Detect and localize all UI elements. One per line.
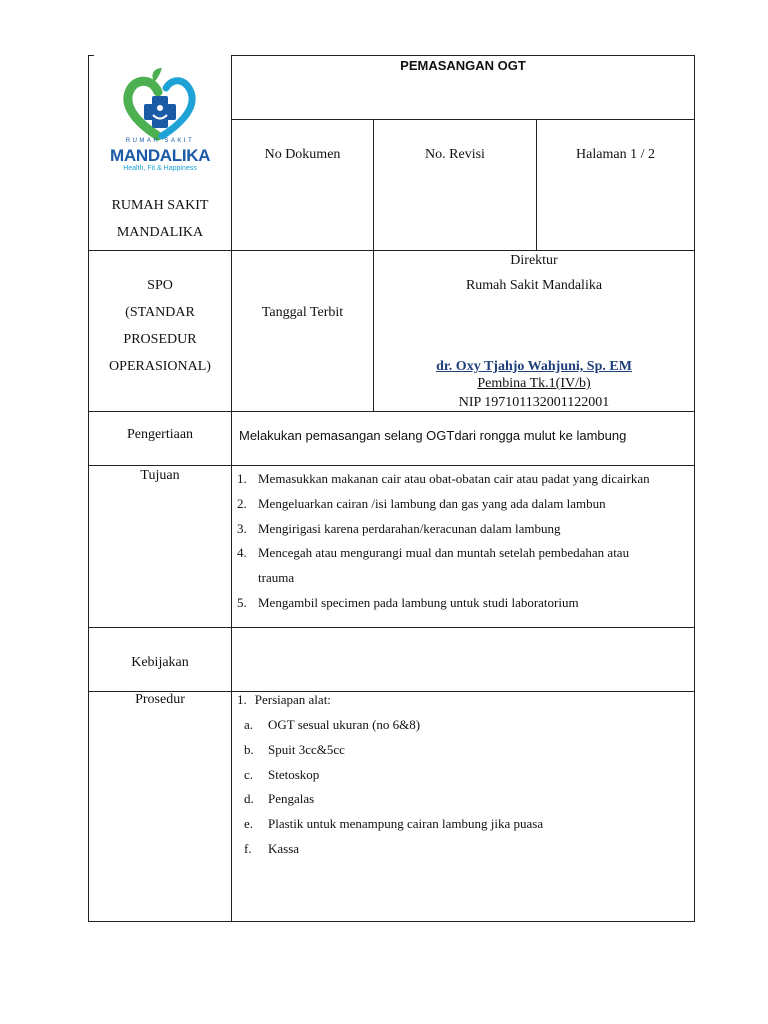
pengertian-text: Melakukan pemasangan selang OGTdari rongga mulut ke lambung [239, 428, 627, 443]
list-number: c. [244, 766, 254, 782]
table-line [88, 411, 695, 412]
list-number: d. [244, 791, 254, 807]
logo-brand: MANDALIKA [110, 146, 211, 165]
list-item [237, 541, 689, 566]
list-item [237, 591, 689, 616]
halaman-label: Halaman 1 / 2 [576, 147, 655, 162]
list-text: Spuit 3cc&5cc [268, 741, 345, 757]
table-line [231, 55, 232, 922]
direktur-nip: NIP 197101132001122001 [458, 395, 610, 410]
direktur-title: Direktur [510, 253, 558, 268]
list-number: 5. [237, 594, 247, 610]
list-item [237, 467, 689, 492]
prosedur-list [244, 713, 684, 862]
list-item [237, 566, 689, 591]
pengertian-label: Pengertiaan [126, 427, 194, 442]
list-text: Mengirigasi karena perdarahan/keracunan dalam lambung [258, 520, 561, 536]
list-item [237, 517, 689, 542]
hospital-name-line1: RUMAH SAKIT [111, 198, 209, 213]
list-item [244, 812, 684, 837]
spo-line1: SPO [147, 278, 173, 293]
list-item [244, 787, 684, 812]
spo-line2: (STANDAR [125, 305, 195, 320]
prosedur-heading [237, 692, 331, 708]
table-line [88, 627, 695, 628]
list-number: f. [244, 840, 252, 856]
list-text: Stetoskop [268, 766, 320, 782]
prosedur-heading-text: Persiapan alat: [254, 692, 331, 707]
list-text: Mengambil specimen pada lambung untuk studi laboratorium [258, 594, 579, 610]
list-number: 3. [237, 520, 247, 536]
direktur-name: dr. Oxy Tjahjo Wahjuni, Sp. EM [436, 359, 632, 374]
table-line [694, 55, 695, 922]
table-line [231, 119, 695, 120]
list-text: trauma [258, 570, 295, 586]
list-number: 1. [237, 471, 247, 486]
table-line [88, 55, 89, 922]
list-item [244, 837, 684, 862]
table-line [88, 465, 695, 466]
tujuan-label: Tujuan [140, 468, 180, 483]
list-number: 2. [237, 495, 247, 511]
list-text: Memasukkan makanan cair atau obat-obatan cair atau padat yang dicairkan [258, 471, 650, 486]
spo-line3: PROSEDUR [123, 332, 197, 347]
hospital-name-line2: MANDALIKA [116, 225, 204, 240]
hospital-logo [110, 66, 210, 178]
table-line [88, 250, 695, 251]
list-number: 1. [237, 692, 247, 707]
list-item [237, 492, 689, 517]
list-item [244, 763, 684, 788]
logo-tagline: Health, Fit & Happiness [123, 165, 197, 172]
list-text: OGT sesual ukuran (no 6&8) [268, 717, 421, 732]
no-revisi-label: No. Revisi [425, 147, 485, 162]
prosedur-label: Prosedur [135, 692, 185, 707]
heart-cross-logo-icon [110, 66, 210, 142]
list-text: Mencegah atau mengurangi mual dan muntah setelah pembedahan atau [258, 545, 630, 561]
tanggal-terbit-label: Tanggal Terbit [261, 305, 344, 320]
list-number: e. [244, 816, 254, 832]
list-number: b. [244, 741, 254, 757]
list-text: Plastik untuk menampung cairan lambung jika puasa [268, 816, 544, 832]
table-line [88, 921, 695, 922]
direktur-org: Rumah Sakit Mandalika [465, 278, 603, 293]
spo-line4: OPERASIONAL) [109, 359, 211, 374]
list-number: 4. [237, 545, 247, 561]
list-text: Pengalas [268, 791, 315, 807]
list-number: a. [244, 717, 254, 732]
document-title: PEMASANGAN OGT [400, 58, 526, 73]
logo-top-text: RUMAH SAKIT [125, 138, 195, 144]
tujuan-list [237, 467, 689, 616]
kebijakan-label: Kebijakan [131, 655, 189, 670]
direktur-rank: Pembina Tk.1(IV/b) [477, 376, 591, 391]
no-dokumen-label: No Dokumen [264, 147, 341, 162]
list-item [244, 738, 684, 763]
list-text: Mengeluarkan cairan /isi lambung dan gas yang ada dalam lambun [258, 495, 606, 511]
list-text: Kassa [268, 840, 300, 856]
table-line [536, 119, 537, 251]
list-item [244, 713, 684, 738]
table-line [231, 55, 695, 56]
